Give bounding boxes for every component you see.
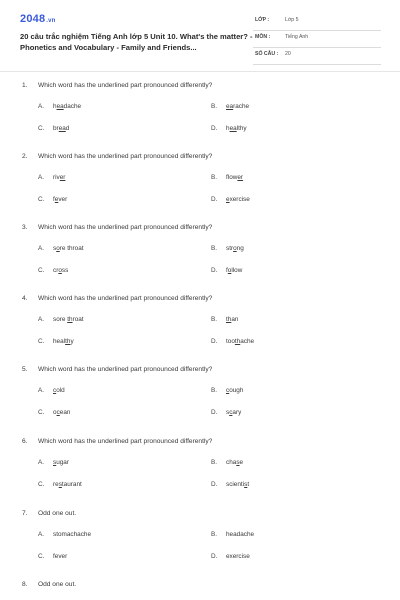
option-text: fever xyxy=(53,553,68,560)
answer-option[interactable] xyxy=(38,387,65,394)
answer-option[interactable] xyxy=(211,338,254,345)
answer-option[interactable] xyxy=(38,245,84,252)
option-underlined-part: s xyxy=(244,481,248,488)
option-letter: C. xyxy=(38,553,45,560)
option-letter: C. xyxy=(38,338,45,345)
option-letter: D. xyxy=(211,553,218,560)
meta-value: Tiếng Anh xyxy=(285,34,309,40)
option-letter: C. xyxy=(38,267,45,274)
answer-option[interactable] xyxy=(211,553,250,560)
option-text: llow xyxy=(231,267,243,274)
option-text: roat xyxy=(72,316,84,323)
option-letter: B. xyxy=(211,531,218,538)
option-text: cr xyxy=(53,267,59,274)
option-letter: B. xyxy=(211,103,218,110)
option-underlined-part: c xyxy=(226,387,230,394)
question-prompt: Which word has the underlined part pronounced differently? xyxy=(38,295,213,302)
option-text: h xyxy=(226,125,230,132)
option-letter: D. xyxy=(211,338,218,345)
option-text: lthy xyxy=(236,125,247,132)
option-letter: B. xyxy=(211,174,218,181)
question-number: 2. xyxy=(22,153,28,160)
option-text: heal xyxy=(53,338,66,345)
option-underlined-part: e xyxy=(226,196,230,203)
answer-option[interactable] xyxy=(38,338,74,345)
meta-info xyxy=(253,14,381,65)
answer-option[interactable] xyxy=(38,316,84,323)
option-underlined-part: o xyxy=(233,245,237,252)
option-underlined-part: o xyxy=(58,267,62,274)
answer-option[interactable] xyxy=(38,481,82,488)
question-prompt: Which word has the underlined part pronounced differently? xyxy=(38,82,213,89)
option-text: old xyxy=(56,387,65,394)
question-number: 6. xyxy=(22,438,28,445)
option-text: an xyxy=(231,316,239,323)
question-prompt: Which word has the underlined part pronounced differently? xyxy=(38,438,213,445)
option-letter: A. xyxy=(38,459,45,466)
option-text: str xyxy=(226,245,234,252)
question-item xyxy=(0,224,400,284)
option-underlined-part: ea xyxy=(229,125,237,132)
option-text: d xyxy=(65,125,70,132)
answer-option[interactable] xyxy=(211,387,243,394)
question-item xyxy=(0,295,400,355)
meta-label: MÔN : xyxy=(255,34,271,40)
option-underlined-part: ea xyxy=(226,103,234,110)
answer-option[interactable] xyxy=(211,174,243,181)
meta-value: Lớp 5 xyxy=(285,17,299,23)
answer-option[interactable] xyxy=(211,125,247,132)
option-underlined-part: e xyxy=(54,196,59,203)
question-prompt: Odd one out. xyxy=(38,510,77,517)
option-text: br xyxy=(53,125,59,132)
option-text: exercise xyxy=(226,553,250,560)
question-prompt: Which word has the underlined part pronounced differently? xyxy=(38,153,213,160)
option-underlined-part: c xyxy=(229,409,233,416)
option-letter: C. xyxy=(38,196,45,203)
answer-option[interactable] xyxy=(38,531,91,538)
page-title: 20 câu trắc nghiệm Tiếng Anh lớp 5 Unit 10. What's the matter? - Phonetics and Vocabulary - Family and Friends... xyxy=(20,32,253,52)
option-text: ough xyxy=(229,387,244,394)
option-underlined-part: er xyxy=(237,174,244,181)
answer-option[interactable] xyxy=(211,409,241,416)
option-letter: D. xyxy=(211,267,218,274)
option-underlined-part: c xyxy=(56,409,60,416)
option-underlined-part: ea xyxy=(56,103,64,110)
question-text xyxy=(22,224,212,231)
meta-row-count xyxy=(253,48,381,65)
question-number: 1. xyxy=(22,82,28,89)
option-text: ache xyxy=(240,338,255,345)
meta-label: SỐ CÂU : xyxy=(255,51,279,57)
option-text: f xyxy=(226,267,228,274)
logo-suffix: .vn xyxy=(46,18,56,24)
option-text: stomachache xyxy=(53,531,92,538)
option-text: h xyxy=(53,103,57,110)
option-text: taurant xyxy=(61,481,82,488)
question-text xyxy=(22,581,76,588)
option-text: xercise xyxy=(229,196,250,203)
option-letter: C. xyxy=(38,481,45,488)
option-text: ean xyxy=(59,409,71,416)
option-underlined-part: ea xyxy=(58,125,66,132)
option-letter: D. xyxy=(211,196,218,203)
option-letter: A. xyxy=(38,387,45,394)
question-item xyxy=(0,581,400,600)
option-letter: B. xyxy=(211,387,218,394)
question-number: 7. xyxy=(22,510,28,517)
option-letter: B. xyxy=(211,459,218,466)
option-text: ss xyxy=(61,267,69,274)
question-text xyxy=(22,438,212,445)
option-text: ver xyxy=(58,196,68,203)
option-text: re xyxy=(53,481,59,488)
option-text: ugar xyxy=(56,459,69,466)
option-letter: A. xyxy=(38,531,45,538)
option-letter: C. xyxy=(38,409,45,416)
question-text xyxy=(22,366,212,373)
question-prompt: Which word has the underlined part pronounced differently? xyxy=(38,366,213,373)
answer-option[interactable] xyxy=(211,459,243,466)
option-text: cha xyxy=(226,459,237,466)
meta-label: LỚP : xyxy=(255,17,270,23)
option-underlined-part: c xyxy=(53,387,57,394)
question-item xyxy=(0,510,400,570)
question-text xyxy=(22,82,212,89)
option-letter: A. xyxy=(38,245,45,252)
logo-text: 2048 xyxy=(20,13,46,25)
option-underlined-part: th xyxy=(226,316,232,323)
page-header xyxy=(0,0,400,72)
question-number: 8. xyxy=(22,581,28,588)
question-text xyxy=(22,295,212,302)
option-underlined-part: o xyxy=(56,245,60,252)
question-item xyxy=(0,153,400,213)
option-text: re throat xyxy=(59,245,84,252)
option-underlined-part: s xyxy=(53,459,57,466)
option-text: ary xyxy=(232,409,242,416)
answer-option[interactable] xyxy=(38,459,69,466)
option-letter: D. xyxy=(211,481,218,488)
option-letter: A. xyxy=(38,103,45,110)
site-logo[interactable] xyxy=(20,13,56,25)
option-text: f xyxy=(53,196,55,203)
option-underlined-part: o xyxy=(227,267,232,274)
answer-option[interactable] xyxy=(211,245,244,252)
option-letter: B. xyxy=(211,245,218,252)
meta-value: 20 xyxy=(285,51,291,57)
question-item xyxy=(0,438,400,498)
question-text xyxy=(22,153,212,160)
option-underlined-part: th xyxy=(65,338,71,345)
option-letter: A. xyxy=(38,316,45,323)
question-text xyxy=(22,510,76,517)
answer-option[interactable] xyxy=(211,316,238,323)
question-number: 3. xyxy=(22,224,28,231)
option-text: s xyxy=(53,245,57,252)
meta-row-subject xyxy=(253,31,381,48)
option-text: y xyxy=(70,338,74,345)
option-letter: B. xyxy=(211,316,218,323)
answer-option[interactable] xyxy=(211,481,249,488)
option-letter: C. xyxy=(38,125,45,132)
question-item xyxy=(0,82,400,142)
meta-row-grade xyxy=(253,14,381,31)
answer-option[interactable] xyxy=(38,267,68,274)
option-text: s xyxy=(226,409,230,416)
answer-option[interactable] xyxy=(38,196,67,203)
answer-option[interactable] xyxy=(38,409,70,416)
option-underlined-part: th xyxy=(234,338,241,345)
answer-option[interactable] xyxy=(38,125,69,132)
option-text: ng xyxy=(236,245,244,252)
question-prompt: Odd one out. xyxy=(38,581,77,588)
question-item xyxy=(0,366,400,426)
answer-option[interactable] xyxy=(38,103,81,110)
option-underlined-part: s xyxy=(236,459,240,466)
option-letter: A. xyxy=(38,174,45,181)
option-text: too xyxy=(226,338,235,345)
question-number: 5. xyxy=(22,366,28,373)
option-underlined-part: s xyxy=(58,481,62,488)
answer-option[interactable] xyxy=(211,196,250,203)
answer-option[interactable] xyxy=(211,267,242,274)
option-text: riv xyxy=(53,174,60,181)
option-letter: D. xyxy=(211,125,218,132)
option-underlined-part: th xyxy=(67,316,73,323)
option-text: t xyxy=(247,481,250,488)
answer-option[interactable] xyxy=(38,553,67,560)
answer-option[interactable] xyxy=(38,174,65,181)
option-text: e xyxy=(239,459,244,466)
question-prompt: Which word has the underlined part pronounced differently? xyxy=(38,224,213,231)
option-text: rache xyxy=(233,103,250,110)
answer-option[interactable] xyxy=(211,103,249,110)
option-text: scienti xyxy=(226,481,245,488)
option-text: dache xyxy=(63,103,82,110)
option-underlined-part: er xyxy=(59,174,66,181)
question-number: 4. xyxy=(22,295,28,302)
option-text: sore xyxy=(53,316,68,323)
option-letter: D. xyxy=(211,409,218,416)
option-text: o xyxy=(53,409,57,416)
answer-option[interactable] xyxy=(211,531,254,538)
option-text: flow xyxy=(226,174,238,181)
option-text: headache xyxy=(226,531,255,538)
